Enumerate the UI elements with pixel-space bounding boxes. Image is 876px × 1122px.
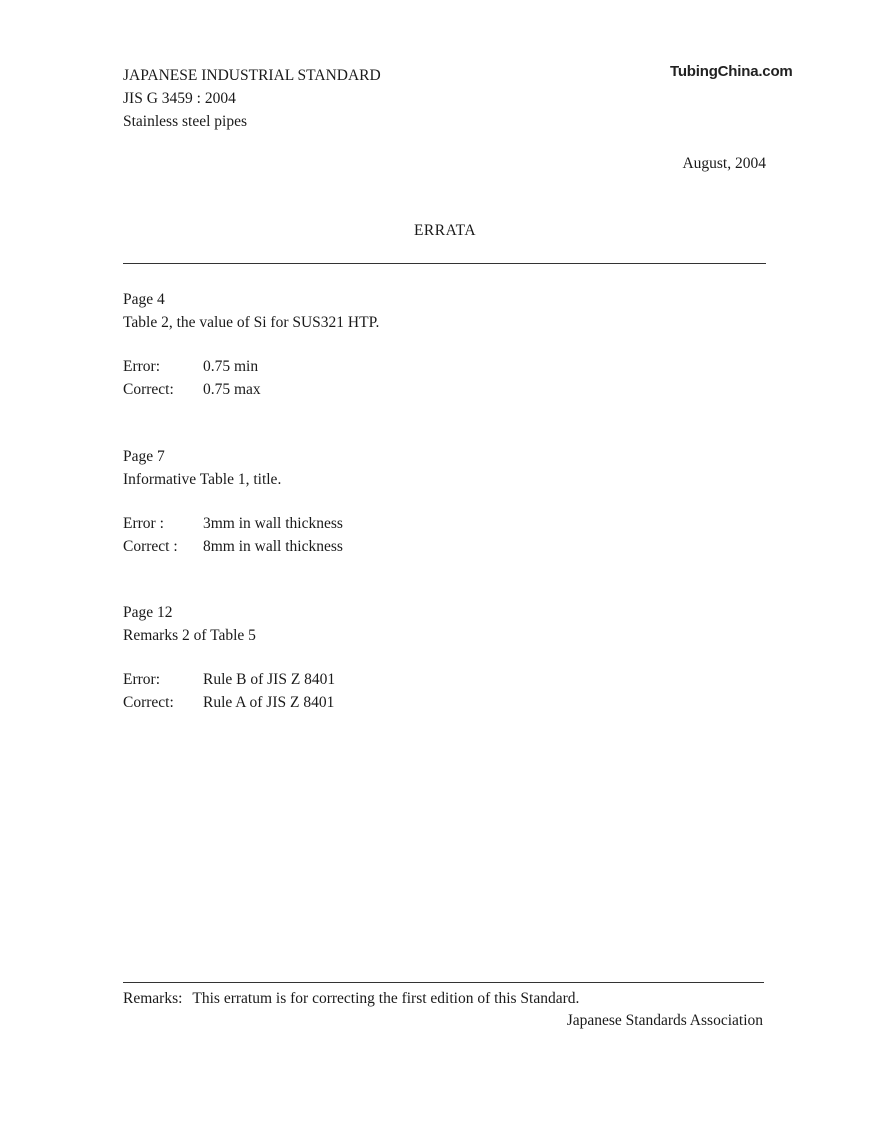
error-value: Rule B of JIS Z 8401 [203, 671, 336, 688]
entry-location: Remarks 2 of Table 5 [123, 626, 256, 644]
error-value: 0.75 min [203, 358, 259, 375]
issuer-name: Japanese Standards Association [566, 1012, 763, 1029]
bottom-divider [123, 982, 764, 983]
standard-number: JIS G 3459 : 2004 [123, 90, 236, 107]
correct-value: 0.75 max [203, 380, 261, 398]
error-row [123, 356, 379, 379]
error-value: 3mm in wall thickness [203, 515, 343, 532]
entry-page: Page 12 [123, 604, 173, 621]
standard-type: JAPANESE INDUSTRIAL STANDARD [123, 67, 381, 84]
remarks-block [123, 988, 763, 1032]
correct-row [123, 692, 335, 715]
correct-label: Correct: [123, 693, 174, 711]
standard-subject: Stainless steel pipes [123, 113, 247, 130]
correct-row [123, 379, 379, 402]
error-row [123, 669, 335, 692]
errata-entry [123, 289, 379, 401]
error-label: Error: [123, 358, 161, 375]
errata-entry [123, 602, 335, 714]
errata-entry [123, 446, 343, 558]
correct-row [123, 536, 343, 559]
correct-value: 8mm in wall thickness [203, 537, 343, 555]
remarks-text: This erratum is for correcting the first edition of this Standard. [192, 990, 580, 1007]
entry-page: Page 4 [123, 291, 165, 308]
entry-page: Page 7 [123, 448, 165, 465]
standard-header [123, 64, 381, 133]
top-divider [123, 263, 766, 264]
error-label: Error: [123, 671, 161, 688]
entry-location: Table 2, the value of Si for SUS321 HTP. [123, 313, 380, 331]
remarks-label: Remarks: [123, 990, 183, 1007]
error-row [123, 513, 343, 536]
correct-label: Correct : [123, 537, 178, 555]
entry-location: Informative Table 1, title. [123, 470, 282, 488]
correct-label: Correct: [123, 380, 174, 398]
issue-date: August, 2004 [682, 155, 766, 172]
page-title: ERRATA [413, 222, 477, 239]
error-label: Error : [123, 515, 164, 532]
site-watermark: TubingChina.com [670, 63, 793, 80]
correct-value: Rule A of JIS Z 8401 [203, 693, 335, 711]
